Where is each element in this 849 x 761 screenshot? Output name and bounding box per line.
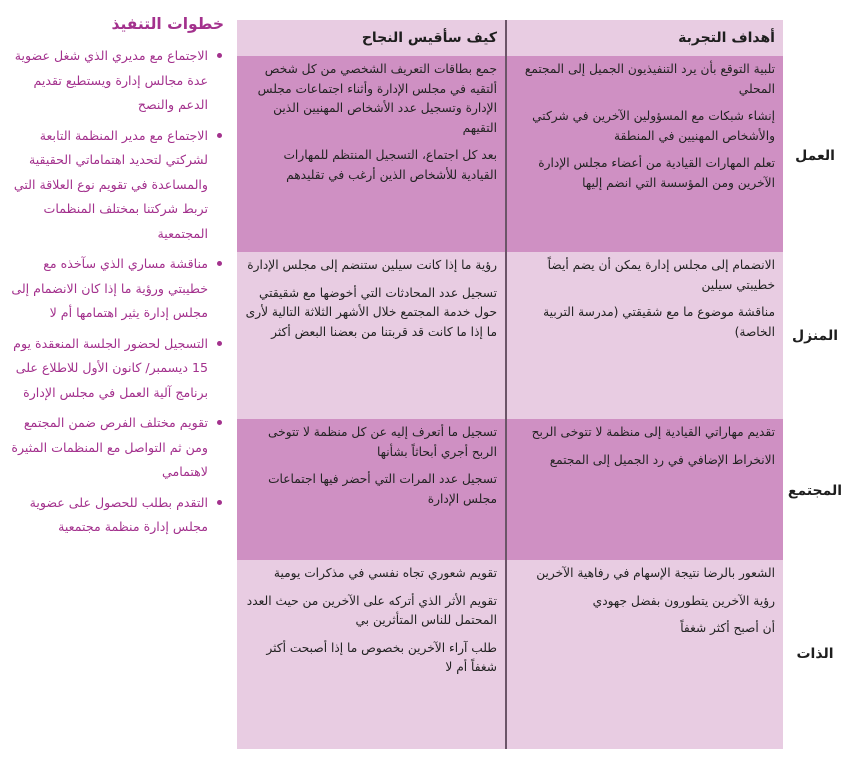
step-item: التسجيل لحضور الجلسة المنعقدة يوم 15 ديسمبر/ كانون الأول للاطلاع على برنامج آلية العمل في مجلس الإدارة <box>4 332 224 406</box>
implementation-steps <box>0 14 232 546</box>
cell-home-goals: الانضمام إلى مجلس إدارة يمكن أن يضم أيضاً خطيبتي سيلين مناقشة موضوع ما مع شقيقتي (مدرسة التربية الخاصة) <box>507 252 783 419</box>
row-label-self: الذات <box>796 646 834 662</box>
header-goals: أهداف التجربة <box>507 20 783 56</box>
bullet-icon <box>217 133 222 138</box>
bullet-icon <box>217 53 222 58</box>
bullet-icon <box>217 420 222 425</box>
cell-home-measure: رؤية ما إذا كانت سيلين ستنضم إلى مجلس الإدارة تسجيل عدد المحادثات التي أخوضها مع شقيقتي حول خدمة المجتمع خلال الأشهر الثلاثة التالية لأرى ما إذا ما كانت قد قربتنا من بعضنا البعض أكثر <box>237 252 505 419</box>
column-divider <box>505 20 507 749</box>
steps-list <box>0 44 232 540</box>
steps-title: خطوات التنفيذ <box>111 15 224 33</box>
step-item: التقدم بطلب للحصول على عضوية مجلس إدارة منظمة مجتمعية <box>4 491 224 540</box>
bullet-icon <box>217 341 222 346</box>
step-item: الاجتماع مع مدير المنظمة التابعة لشركتي لتحديد اهتماماتي الحقيقية والمساعدة في تقويم نوع العلاقة التي تربط شركتنا بمختلف المنظمات المجتمعية <box>4 124 224 247</box>
cell-self-goals: الشعور بالرضا نتيجة الإسهام في رفاهية الآخرين رؤية الآخرين يتطورون بفضل جهودي أن أصبح أكثر شغفاً <box>507 560 783 749</box>
cell-work-measure: جمع بطاقات التعريف الشخصي من كل شخص ألتقيه في مجلس الإدارة وأثناء اجتماعات مجلس الإدارة وتسجيل عدد الأشخاص المهنيين الذين التقيهم بعد كل اجتماع، التسجيل المنتظم للمهارات القيادية للأشخاص الذين أرغب في تقليدهم <box>237 56 505 252</box>
cell-community-goals: تقديم مهاراتي القيادية إلى منظمة لا تتوخى الربح الانخراط الإضافي في رد الجميل إلى المجتمع <box>507 419 783 560</box>
bullet-icon <box>217 500 222 505</box>
cell-self-measure: تقويم شعوري تجاه نفسي في مذكرات يومية تقويم الأثر الذي أتركه على الآخرين من حيث العدد المحتمل للناس المتأثرين بي طلب آراء الآخرين بخصوص ما إذا أصبحت أكثر شغفاً أم لا <box>237 560 505 749</box>
step-item: تقويم مختلف الفرص ضمن المجتمع ومن ثم التواصل مع المنظمات المثيرة لاهتمامي <box>4 411 224 485</box>
cell-work-goals: تلبية التوقع بأن يرد التنفيذيون الجميل إلى المجتمع المحلي إنشاء شبكات مع المسؤولين الآخرين في شركتي والأشخاص المهنيين في المنطقة تعلم المهارات القيادية من أعضاء مجلس الإدارة الآخرين ومن المؤسسة التي انضم إليها <box>507 56 783 252</box>
header-measure: كيف سأقيس النجاح <box>237 20 505 56</box>
step-item: مناقشة مساري الذي سآخذه مع خطيبتي ورؤية ما إذا كان الانضمام إلى مجلس إدارة يثير اهتمامها أم لا <box>4 252 224 326</box>
experiment-table <box>237 20 847 749</box>
cell-community-measure: تسجيل ما أتعرف إليه عن كل منظمة لا تتوخى الربح أجري أبحاثاً بشأنها تسجيل عدد المرات التي أحضر فيها اجتماعات مجلس الإدارة <box>237 419 505 560</box>
bullet-icon <box>217 261 222 266</box>
row-label-home: المنزل <box>791 328 838 344</box>
row-label-community: المجتمع <box>787 483 843 499</box>
step-item: الاجتماع مع مديري الذي شغل عضوية عدة مجالس إدارة ويستطيع تقديم الدعم والنصح <box>4 44 224 118</box>
row-label-work: العمل <box>795 148 835 164</box>
